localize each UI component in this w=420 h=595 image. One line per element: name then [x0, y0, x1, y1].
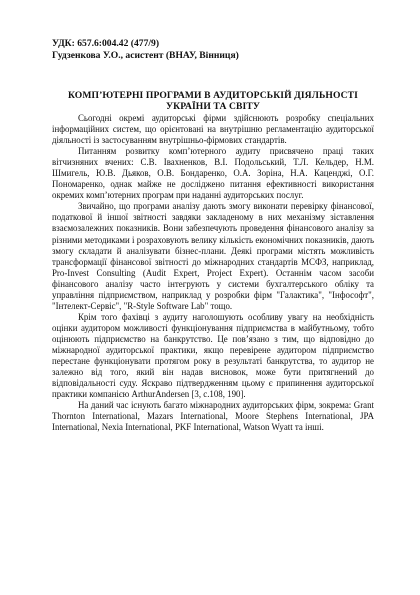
udc-code: УДК: 657.6:004.42 (477/9) [52, 38, 160, 49]
paragraph: На даний час існують багато міжнародних аудиторських фірм, зокрема: Grant Thornton International, Mazars International, Moore Stephens International, JPA International, Nexia International, PKF International, Watson Wyatt та інші. [52, 400, 374, 433]
paragraph: Крім того фахівці з аудиту наголошують особливу увагу на необхідність оцінки аудитором можливості функціонування підприємства в майбутньому, тобто оцінюють підприємство на банкрутство. Це пов’язано з тим, що відповідно до міжнародної аудиторської практики, якщо перевірене аудитором підприємство перестане функціонувати протягом року в результаті банкрутства, то аудитор не залежно від того, який він надав висновок, може бути притягнений до відповідальності суду. Яскраво підтвердженням цьому є припинення аудиторської практики компанією ArthurAndersen [3, с.108, 190]. [52, 311, 374, 400]
article-body [52, 113, 374, 433]
paragraph: Питанням розвитку комп’ютерного аудиту присвячено праці таких вітчизняних вчених: С.В. Івахненков, В.І. Подольський, Т.Л. Кельдер, Н.М. Шмигель, Ю.В. Дьяков, О.В. Бондаренко, О.А. Зоріна, Н.А. Каценджі, О.Г. Пономаренко, однак майже не дослідженo питання ефективності використання окремих комп’ютерних програм при наданні аудиторських послуг. [52, 146, 374, 201]
article-title: КОМП’ЮТЕРНІ ПРОГРАМИ В АУДИТОРСЬКІЙ ДІЯЛЬНОСТІ УКРАЇНИ ТА СВІТУ [67, 90, 359, 112]
paragraph: Звичайно, що програми аналізу дають змогу виконати перевірку фінансової, податкової й іншої звітності завдяки закладеному в них механізму зіставлення взаємозалежних показників. Вони забезпечують проведення фінансового аналізу за різними методиками і розраховують велику кількість економічних показників, дають змогу складати й аналізувати бізнес-плани. Деякі програми містять можливість трансформації фінансової звітності до міжнародних стандартів МСФЗ, наприклад, Pro-Invest Consulting (Audit Expert, Project Expert). Останнім часом засоби фінансового аналізу часто інтегрують у системи бухгалтерського обліку та управління підприємством, наприклад у розробки фірм "Галактика", "Інфософт", "Інтелект-Сервіс", "R-Style Software Lab" тощо. [52, 201, 374, 311]
paragraph: Сьогодні окремі аудиторські фірми здійснюють розробку спеціальних інформаційних систем, що орієнтовані на внутрішню регламентацію аудиторської діяльності із застосуванням внутрішньо-фірмових стандартів. [52, 113, 374, 146]
author-line: Гудзенкова У.О., асистент (ВНАУ, Вінниця) [52, 50, 239, 61]
